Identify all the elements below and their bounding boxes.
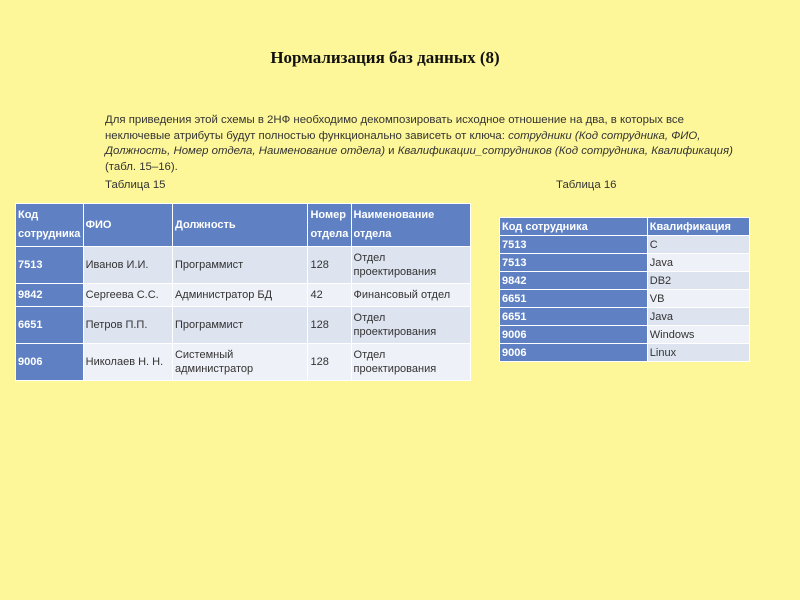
cell-position: Системный администратор (173, 344, 308, 380)
description-text-1: Для приведения этой схемы в 2НФ необходимо декомпозировать исходное отношение на два, в которых все неключевые атрибуты будут полностью функционально зависеть от ключа: (105, 114, 684, 142)
description-italic-2: Квалификации_сотрудников (Код сотрудника, Квалификация) (397, 145, 733, 157)
cell-dept-name: Финансовый отдел (352, 284, 470, 306)
header-full-name: ФИО (84, 204, 172, 246)
header-department-name: Наименование отдела (352, 204, 470, 246)
table-16 (499, 217, 750, 362)
cell-dept-name: Отдел проектирования (352, 307, 470, 343)
cell-code: 6651 (16, 307, 83, 343)
cell-code: 7513 (16, 247, 83, 283)
table-row (500, 254, 749, 271)
cell-name: Петров П.П. (84, 307, 172, 343)
header-department-number: Номер отдела (308, 204, 350, 246)
cell-name: Сергеева С.С. (84, 284, 172, 306)
header-employee-code: Код сотрудника (16, 204, 83, 246)
cell-qualification: DB2 (648, 272, 749, 289)
table-row (500, 272, 749, 289)
description-italic-1: сотрудники (Код сотрудника, ФИО, Должность, Номер отдела, Наименование отдела) (105, 129, 701, 157)
cell-position: Администратор БД (173, 284, 308, 306)
table-row (16, 344, 470, 380)
cell-dept-name: Отдел проектирования (352, 344, 470, 380)
table-row (16, 284, 470, 306)
cell-qualification: Java (648, 308, 749, 325)
cell-code: 7513 (500, 236, 647, 253)
cell-qualification: Windows (648, 326, 749, 343)
cell-position: Программист (173, 247, 308, 283)
table-header-row (16, 204, 470, 246)
table15-caption: Таблица 15 (105, 179, 166, 191)
table-row (16, 307, 470, 343)
table-row (500, 344, 749, 361)
header-employee-code: Код сотрудника (500, 218, 647, 235)
cell-dept-number: 128 (308, 307, 350, 343)
cell-dept-number: 42 (308, 284, 350, 306)
table16-caption: Таблица 16 (556, 179, 617, 191)
cell-qualification: C (648, 236, 749, 253)
cell-code: 9006 (500, 344, 647, 361)
table-header-row (500, 218, 749, 235)
cell-dept-number: 128 (308, 344, 350, 380)
cell-code: 7513 (500, 254, 647, 271)
cell-position: Программист (173, 307, 308, 343)
cell-dept-number: 128 (308, 247, 350, 283)
cell-name: Иванов И.И. (84, 247, 172, 283)
cell-code: 9842 (16, 284, 83, 306)
header-position: Должность (173, 204, 308, 246)
table-15 (15, 203, 471, 381)
cell-qualification: Java (648, 254, 749, 271)
cell-qualification: Linux (648, 344, 749, 361)
description-text-2: и (385, 145, 398, 157)
table-row (500, 290, 749, 307)
table-row (500, 326, 749, 343)
cell-code: 6651 (500, 308, 647, 325)
table-row (16, 247, 470, 283)
cell-name: Николаев Н. Н. (84, 344, 172, 380)
cell-code: 9842 (500, 272, 647, 289)
cell-dept-name: Отдел проектирования (352, 247, 470, 283)
table-row (500, 308, 749, 325)
description-paragraph (105, 113, 745, 175)
header-qualification: Квалификация (648, 218, 749, 235)
cell-code: 6651 (500, 290, 647, 307)
table-row (500, 236, 749, 253)
cell-code: 9006 (500, 326, 647, 343)
cell-qualification: VB (648, 290, 749, 307)
cell-code: 9006 (16, 344, 83, 380)
page-title: Нормализация баз данных (8) (270, 48, 500, 67)
description-text-3: (табл. 15–16). (105, 160, 178, 173)
